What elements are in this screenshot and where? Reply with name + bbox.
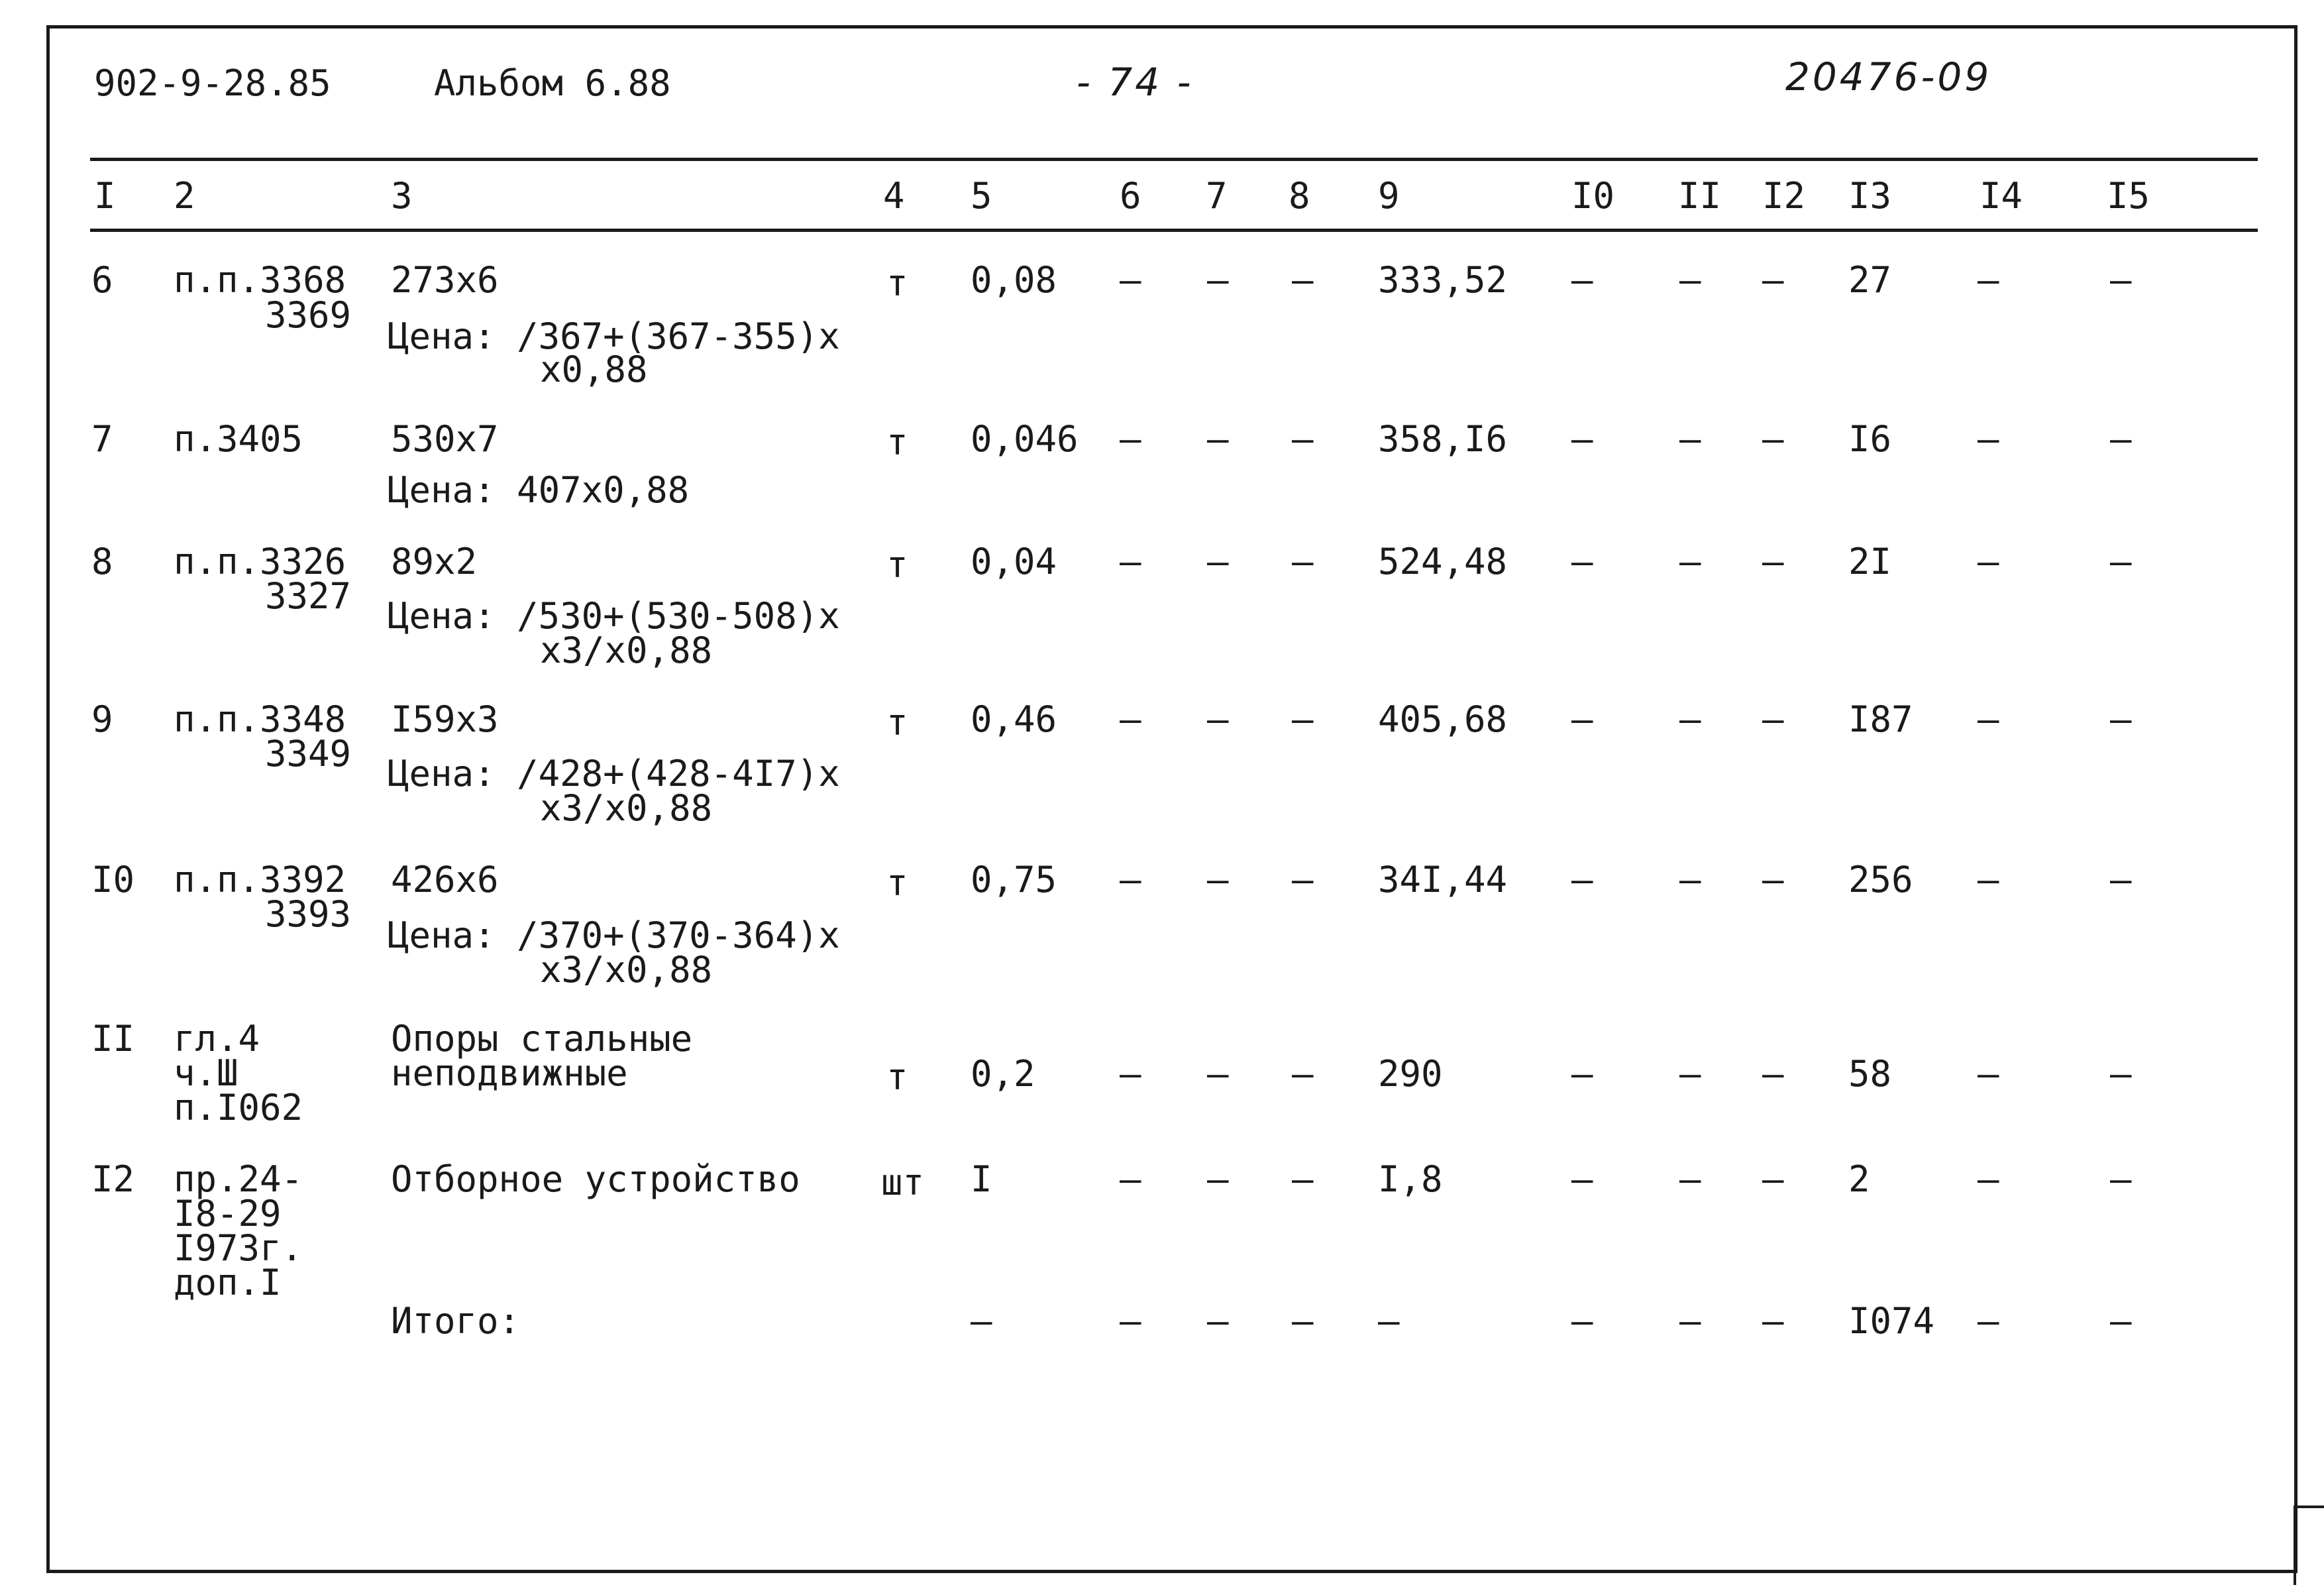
row-cost: 333,52 — [1378, 259, 1508, 301]
row-col14: – — [1978, 859, 1999, 901]
row-col12: – — [1762, 1053, 1784, 1095]
row-col12: – — [1762, 859, 1784, 901]
row-col10: – — [1571, 259, 1593, 301]
row-description: 273x6 — [391, 259, 499, 301]
row-col10: – — [1571, 541, 1593, 582]
row-col6: – — [1120, 1158, 1141, 1200]
col-header-3: 3 — [391, 175, 413, 217]
row-col11: – — [1679, 698, 1701, 740]
row-col11: – — [1679, 1053, 1701, 1095]
row-price: Цена: /370+(370-364)x — [388, 914, 840, 956]
row-col6: – — [1120, 259, 1141, 301]
row-col15: – — [2110, 418, 2132, 460]
row-quantity: 0,2 — [971, 1053, 1035, 1095]
summary-col10: – — [1571, 1300, 1593, 1342]
row-quantity: 0,75 — [971, 859, 1057, 901]
row-ref-continued: 3327 — [264, 575, 351, 617]
row-ref-continued: ч.Ш — [174, 1052, 238, 1094]
row-cost: 524,48 — [1378, 541, 1508, 582]
row-col6: – — [1120, 418, 1141, 460]
row-ref: гл.4 — [174, 1018, 260, 1060]
row-unit: т — [886, 862, 908, 904]
row-unit: т — [886, 544, 908, 586]
row-col7: – — [1207, 541, 1229, 582]
row-number: 7 — [91, 418, 113, 460]
row-cost: 358,I6 — [1378, 418, 1508, 460]
row-col10: – — [1571, 859, 1593, 901]
row-col11: – — [1679, 541, 1701, 582]
row-number: 9 — [91, 698, 113, 740]
row-ref-continued: 3369 — [264, 294, 351, 336]
row-col14: – — [1978, 541, 1999, 582]
row-total: 2 — [1848, 1158, 1870, 1200]
row-number: 8 — [91, 541, 113, 582]
row-number: II — [91, 1018, 135, 1060]
row-col15: – — [2110, 698, 2132, 740]
row-col14: – — [1978, 418, 1999, 460]
row-col11: – — [1679, 1158, 1701, 1200]
row-unit: т — [886, 1056, 908, 1098]
row-col8: – — [1292, 259, 1314, 301]
row-unit: т — [886, 702, 908, 743]
row-col6: – — [1120, 1053, 1141, 1095]
row-col8: – — [1292, 1053, 1314, 1095]
row-col7: – — [1207, 1158, 1229, 1200]
row-quantity: 0,04 — [971, 541, 1057, 582]
row-total: 58 — [1848, 1053, 1892, 1095]
row-description-continued: неподвижные — [391, 1052, 628, 1094]
row-quantity: 0,46 — [971, 698, 1057, 740]
row-description: Отборное устройство — [391, 1158, 800, 1200]
row-quantity: 0,046 — [971, 418, 1079, 460]
row-ref: п.п.3368 — [174, 259, 346, 301]
row-col12: – — [1762, 698, 1784, 740]
row-description: 530x7 — [391, 418, 499, 460]
row-col8: – — [1292, 698, 1314, 740]
summary-total: I074 — [1848, 1300, 1935, 1342]
row-number: I2 — [91, 1158, 135, 1200]
header-rule-top — [90, 158, 2258, 161]
row-col6: – — [1120, 698, 1141, 740]
row-total: 27 — [1848, 259, 1892, 301]
col-header-1: I — [94, 175, 116, 217]
row-price: Цена: 407x0,88 — [388, 469, 690, 511]
row-unit: т — [886, 421, 908, 463]
row-col8: – — [1292, 418, 1314, 460]
row-description: 426x6 — [391, 859, 499, 901]
page-frame — [46, 25, 2298, 1573]
row-col10: – — [1571, 418, 1593, 460]
row-ref-continued: I8-29 — [174, 1193, 282, 1234]
sheet-code: 20476-09 — [1785, 54, 1992, 99]
row-total: 2I — [1848, 541, 1892, 582]
row-number: I0 — [91, 859, 135, 901]
row-unit: шт — [881, 1162, 925, 1203]
row-col10: – — [1571, 698, 1593, 740]
summary-cost: – — [1378, 1300, 1400, 1342]
row-total: I87 — [1848, 698, 1913, 740]
row-price-continued: x3/x0,88 — [540, 630, 713, 671]
row-col14: – — [1978, 259, 1999, 301]
row-description: Опоры стальные — [391, 1018, 693, 1060]
frame-corner-mark — [2296, 1506, 2324, 1508]
row-total: 256 — [1848, 859, 1913, 901]
row-col12: – — [1762, 259, 1784, 301]
row-col7: – — [1207, 698, 1229, 740]
row-col14: – — [1978, 698, 1999, 740]
row-cost: I,8 — [1378, 1158, 1443, 1200]
row-col15: – — [2110, 259, 2132, 301]
row-number: 6 — [91, 259, 113, 301]
row-col15: – — [2110, 541, 2132, 582]
col-header-8: 8 — [1289, 175, 1310, 217]
row-col6: – — [1120, 541, 1141, 582]
row-col15: – — [2110, 859, 2132, 901]
row-cost: 290 — [1378, 1053, 1443, 1095]
row-col11: – — [1679, 418, 1701, 460]
row-description: I59x3 — [391, 698, 499, 740]
col-header-15: I5 — [2107, 175, 2150, 217]
row-price-continued: x3/x0,88 — [540, 949, 713, 991]
row-col10: – — [1571, 1053, 1593, 1095]
row-col8: – — [1292, 859, 1314, 901]
col-header-5: 5 — [971, 175, 992, 217]
row-unit: т — [886, 262, 908, 304]
col-header-10: I0 — [1571, 175, 1615, 217]
row-quantity: 0,08 — [971, 259, 1057, 301]
row-col14: – — [1978, 1158, 1999, 1200]
row-price-continued: x3/x0,88 — [540, 787, 713, 829]
row-ref-continued: 3349 — [264, 733, 351, 775]
frame-corner-mark-vertical — [2294, 1506, 2296, 1585]
col-header-2: 2 — [174, 175, 195, 217]
row-col14: – — [1978, 1053, 1999, 1095]
col-header-9: 9 — [1378, 175, 1400, 217]
summary-col14: – — [1978, 1300, 1999, 1342]
col-header-13: I3 — [1848, 175, 1892, 217]
row-ref-continued: I973г. — [174, 1227, 303, 1269]
summary-label: Итого: — [391, 1300, 521, 1342]
row-price: Цена: /530+(530-508)x — [388, 595, 840, 637]
row-ref: п.3405 — [174, 418, 303, 460]
row-cost: 405,68 — [1378, 698, 1508, 740]
row-col11: – — [1679, 859, 1701, 901]
col-header-7: 7 — [1206, 175, 1228, 217]
row-ref: пр.24- — [174, 1158, 303, 1200]
row-col7: – — [1207, 259, 1229, 301]
summary-col8: – — [1292, 1300, 1314, 1342]
row-price: Цена: /428+(428-4I7)x — [388, 753, 840, 794]
col-header-4: 4 — [883, 175, 905, 217]
row-ref-continued: п.I062 — [174, 1087, 303, 1128]
row-col12: – — [1762, 1158, 1784, 1200]
row-col8: – — [1292, 541, 1314, 582]
row-price: Цена: /367+(367-355)x — [388, 315, 840, 357]
page-number: - 74 - — [1077, 60, 1194, 105]
row-description: 89x2 — [391, 541, 478, 582]
row-ref-continued: 3393 — [264, 893, 351, 935]
summary-col11: – — [1679, 1300, 1701, 1342]
summary-quantity: – — [971, 1300, 992, 1342]
col-header-6: 6 — [1120, 175, 1141, 217]
row-col7: – — [1207, 859, 1229, 901]
row-col6: – — [1120, 859, 1141, 901]
summary-col15: – — [2110, 1300, 2132, 1342]
row-ref: п.п.3326 — [174, 541, 346, 582]
row-quantity: I — [971, 1158, 992, 1200]
row-price-continued: x0,88 — [540, 349, 648, 390]
row-col7: – — [1207, 418, 1229, 460]
row-col10: – — [1571, 1158, 1593, 1200]
row-col7: – — [1207, 1053, 1229, 1095]
row-col12: – — [1762, 418, 1784, 460]
summary-col7: – — [1207, 1300, 1229, 1342]
doc-code: 902-9-28.85 — [94, 62, 331, 104]
row-col12: – — [1762, 541, 1784, 582]
header-rule-bottom — [90, 229, 2258, 232]
album-label: Альбом 6.88 — [434, 62, 671, 104]
col-header-11: II — [1678, 175, 1722, 217]
row-col15: – — [2110, 1158, 2132, 1200]
col-header-14: I4 — [1980, 175, 2023, 217]
summary-col6: – — [1120, 1300, 1141, 1342]
row-col8: – — [1292, 1158, 1314, 1200]
row-ref: п.п.3392 — [174, 859, 346, 901]
row-ref-continued: доп.I — [174, 1262, 282, 1303]
summary-col12: – — [1762, 1300, 1784, 1342]
col-header-12: I2 — [1762, 175, 1806, 217]
row-col11: – — [1679, 259, 1701, 301]
row-cost: 34I,44 — [1378, 859, 1508, 901]
row-col15: – — [2110, 1053, 2132, 1095]
row-ref: п.п.3348 — [174, 698, 346, 740]
row-total: I6 — [1848, 418, 1892, 460]
